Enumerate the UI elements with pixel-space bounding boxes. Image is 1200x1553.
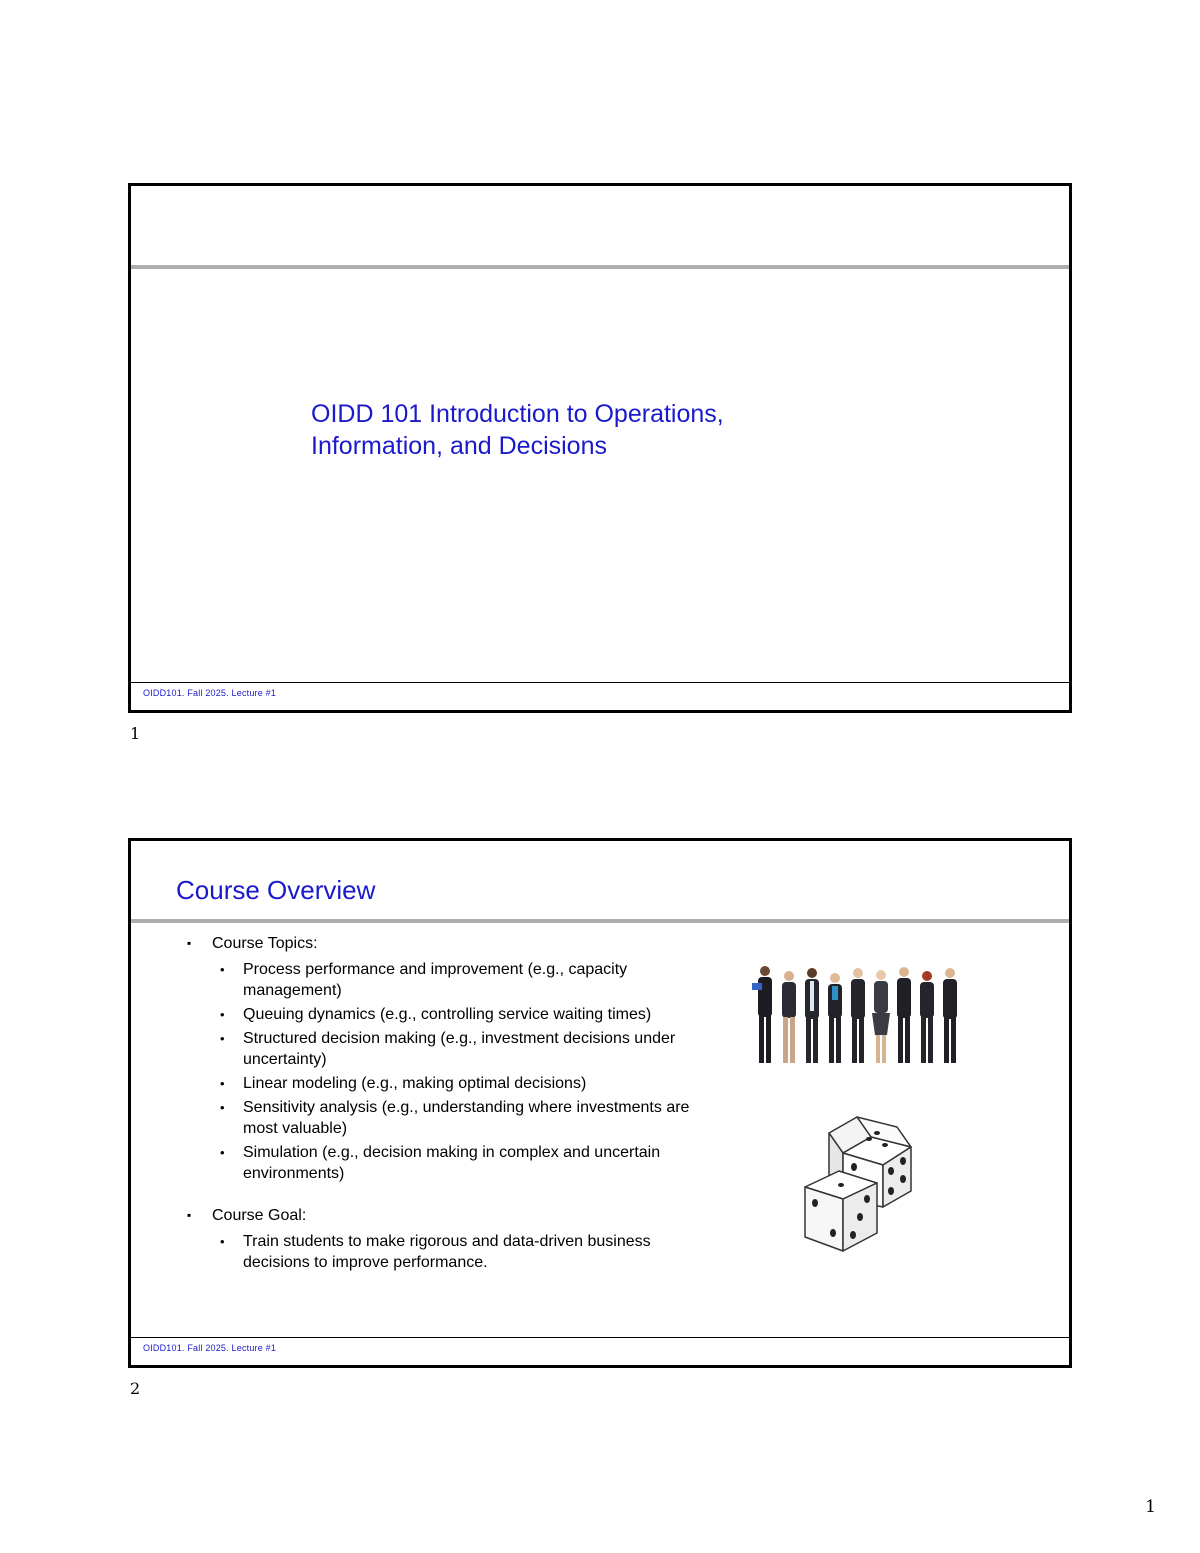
person-figure xyxy=(920,971,934,1063)
slide-title: Course Overview xyxy=(176,875,376,905)
title-line-2: Information, and Decisions xyxy=(311,432,607,460)
list-item: • Linear modeling (e.g., making optimal decisions) xyxy=(220,1075,587,1092)
header-divider xyxy=(131,265,1069,269)
square-bullet-icon: ▪ xyxy=(187,936,192,950)
slide-number: 2 xyxy=(130,1379,141,1398)
dice-image xyxy=(799,1109,919,1259)
list-item: • Train students to make rigorous and data-driven business decisions to improve performance. xyxy=(220,1233,651,1271)
person-figure xyxy=(752,966,772,1063)
square-bullet-icon: ▪ xyxy=(187,1208,192,1222)
dot-bullet-icon: • xyxy=(220,962,225,977)
person-figure xyxy=(805,968,819,1063)
list-item: • Simulation (e.g., decision making in complex and uncertain environments) xyxy=(220,1144,661,1182)
list-item: • Structured decision making (e.g., investment decisions under uncertainty) xyxy=(220,1030,676,1068)
person-figure xyxy=(828,973,842,1063)
slide-2 xyxy=(128,838,1072,1368)
dot-bullet-icon: • xyxy=(220,1031,225,1046)
slide-number: 1 xyxy=(130,724,141,743)
slide-title xyxy=(311,398,931,462)
person-figure xyxy=(851,968,865,1063)
person-figure xyxy=(872,970,890,1063)
business-people-queue-image xyxy=(751,959,966,1071)
list-item: • Process performance and improvement (e.g., capacity management) xyxy=(220,961,628,999)
footer-divider xyxy=(131,1337,1069,1338)
dot-bullet-icon: • xyxy=(220,1076,225,1091)
dot-bullet-icon: • xyxy=(220,1100,225,1115)
person-figure xyxy=(897,967,911,1063)
section-heading: ▪ Course Goal: xyxy=(187,1207,307,1224)
slide-footer: OIDD101. Fall 2025. Lecture #1 xyxy=(143,688,277,698)
goal-list xyxy=(176,1231,716,1273)
topic-list xyxy=(176,959,716,1184)
section-heading: ▪ Course Topics: xyxy=(187,935,318,952)
person-figure xyxy=(943,968,957,1063)
page-number: 1 xyxy=(1145,1497,1156,1517)
dot-bullet-icon: • xyxy=(220,1234,225,1249)
footer-divider xyxy=(131,682,1069,683)
header-divider xyxy=(131,919,1069,923)
list-item: • Sensitivity analysis (e.g., understanding where investments are most valuable) xyxy=(220,1099,690,1137)
dot-bullet-icon: • xyxy=(220,1145,225,1160)
dot-bullet-icon: • xyxy=(220,1007,225,1022)
title-line-1: OIDD 101 Introduction to Operations, xyxy=(311,400,724,428)
slide-footer: OIDD101. Fall 2025. Lecture #1 xyxy=(143,1343,277,1353)
slide-1 xyxy=(128,183,1072,713)
list-item: • Queuing dynamics (e.g., controlling service waiting times) xyxy=(220,1006,652,1023)
person-figure xyxy=(782,971,796,1063)
slide-content xyxy=(176,933,716,1276)
